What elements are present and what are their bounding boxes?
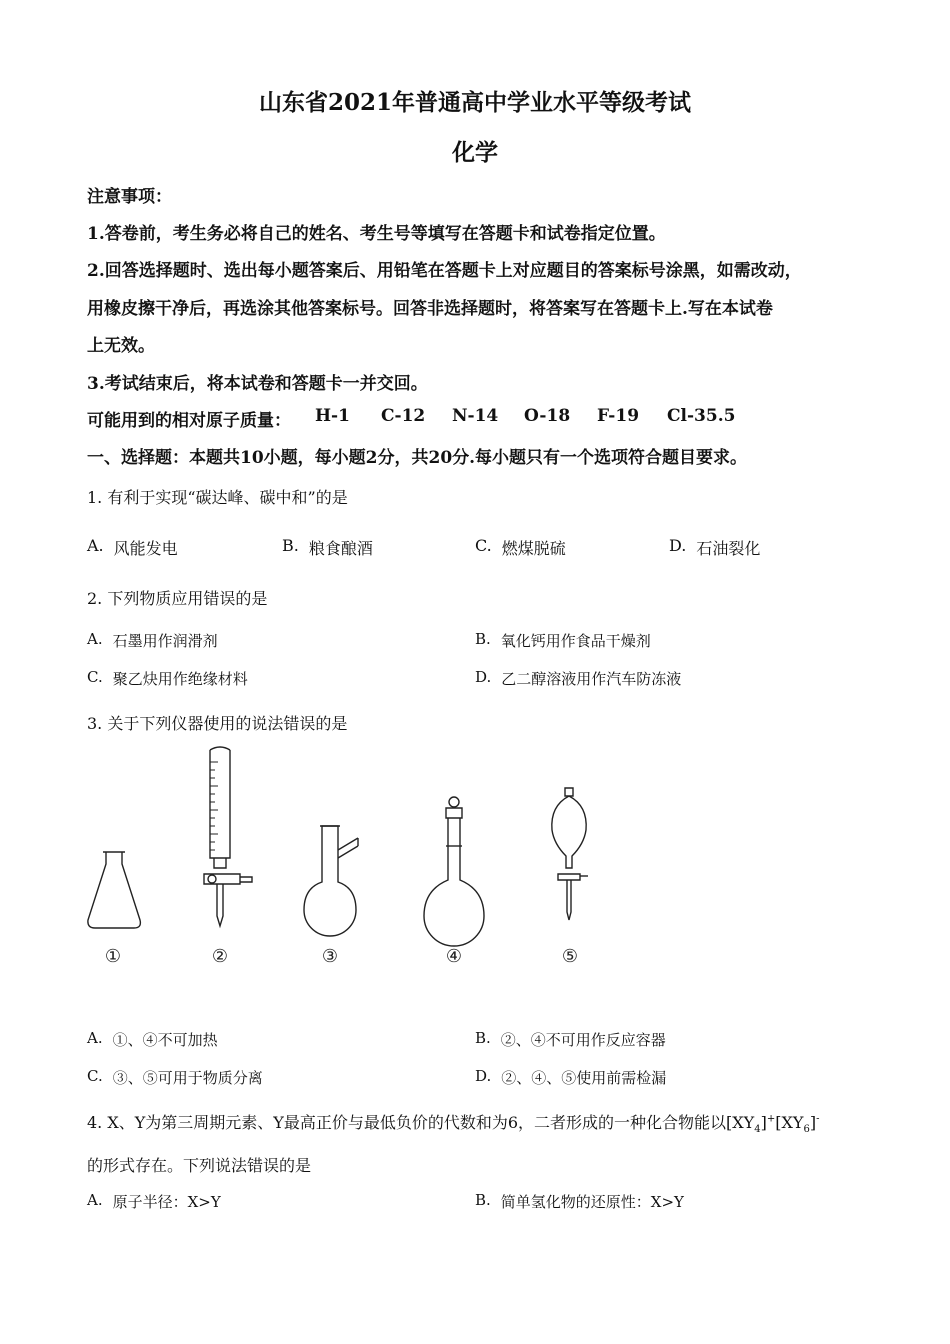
note-item-1: 1.答卷前，考生务必将自己的姓名、考生号等填写在答题卡和试卷指定位置。 — [87, 224, 666, 244]
atomic-masses-label: 可能用到的相对原子质量： — [87, 411, 291, 431]
separatory-funnel-icon — [552, 788, 588, 920]
q3-option-a — [87, 1029, 218, 1050]
q1-option-d — [669, 536, 760, 559]
mass-cl: Cl-35.5 — [667, 406, 736, 426]
q4-subscript-2: 6 — [803, 1124, 810, 1136]
mass-c: C-12 — [381, 406, 426, 426]
apparatus-label-3: ③ — [321, 946, 339, 967]
q4-option-a — [87, 1191, 221, 1212]
q3-option-a-letter: A. — [87, 1029, 103, 1047]
q2-option-d-text: 乙二醇溶液用作汽车防冻液 — [501, 670, 682, 688]
q3-option-c — [87, 1067, 263, 1088]
mass-f: F-19 — [597, 406, 640, 426]
q4-subscript-1: 4 — [754, 1124, 761, 1136]
question-2-stem: 2. 下列物质应用错误的是 — [87, 589, 268, 608]
q3-option-d-text: ②、④、⑤使用前需检漏 — [501, 1069, 667, 1087]
question-1-stem: 1. 有利于实现“碳达峰、碳中和”的是 — [87, 488, 348, 507]
q2-option-b — [475, 630, 651, 651]
mass-n: N-14 — [452, 406, 499, 426]
mass-h: H-1 — [315, 406, 350, 426]
volumetric-flask-icon — [424, 797, 484, 946]
q4-option-b-text: 简单氢化物的还原性：X>Y — [500, 1193, 684, 1211]
mass-o: O-18 — [524, 406, 571, 426]
q4-stem-text-2: ] — [760, 1113, 767, 1132]
q2-option-c-text: 聚乙炔用作绝缘材料 — [112, 670, 248, 688]
q4-option-a-letter: A. — [87, 1191, 103, 1209]
subject-title: 化学 — [452, 139, 498, 166]
q2-option-a-letter: A. — [87, 630, 103, 648]
note-item-2-line-1: 2.回答选择题时、选出每小题答案后、用铅笔在答题卡上对应题目的答案标号涂黑，如需改动， — [87, 261, 802, 281]
distilling-flask-icon — [304, 826, 358, 936]
section-1-heading: 一、选择题：本题共10小题，每小题2分，共20分.每小题只有一个选项符合题目要求。 — [87, 448, 748, 468]
q4-stem-text-3: [XY — [775, 1113, 804, 1132]
q3-option-d-letter: D. — [475, 1067, 492, 1085]
q3-option-b — [475, 1029, 666, 1050]
q4-stem-text-1: 4. X、Y为第三周期元素、Y最高正价与最低负价的代数和为6，二者形成的一种化合物能以[XY — [87, 1113, 755, 1132]
note-item-3: 3.考试结束后，将本试卷和答题卡一并交回。 — [87, 374, 428, 394]
q1-option-b-letter: B. — [282, 536, 299, 555]
q1-option-c — [475, 536, 566, 559]
q2-option-a — [87, 630, 218, 651]
q1-option-a-letter: A. — [87, 536, 104, 555]
apparatus-label-5: ⑤ — [561, 946, 579, 967]
apparatus-figure — [80, 740, 640, 970]
q1-option-d-text: 石油裂化 — [696, 539, 761, 558]
question-4-stem-line-2: 的形式存在。下列说法错误的是 — [87, 1156, 312, 1175]
burette-icon — [204, 747, 252, 926]
q1-option-b-text: 粮食酿酒 — [308, 539, 373, 558]
q2-option-c-letter: C. — [87, 668, 103, 686]
q3-option-b-text: ②、④不可用作反应容器 — [500, 1031, 666, 1049]
question-3-stem: 3. 关于下列仪器使用的说法错误的是 — [87, 714, 348, 733]
apparatus-label-4: ④ — [445, 946, 463, 967]
q4-stem-text-4: ] — [809, 1113, 817, 1132]
q2-option-b-letter: B. — [475, 630, 491, 648]
q1-option-d-letter: D. — [669, 536, 687, 555]
note-item-2-line-3: 上无效。 — [87, 336, 155, 356]
q2-option-d-letter: D. — [475, 668, 492, 686]
question-4-stem-line-1 — [87, 1110, 819, 1135]
q4-superscript-2: - — [816, 1113, 820, 1125]
q3-option-a-text: ①、④不可加热 — [112, 1031, 218, 1049]
q4-superscript-1: + — [766, 1113, 776, 1125]
q4-option-b — [475, 1191, 684, 1212]
q1-option-c-text: 燃煤脱硫 — [501, 539, 566, 558]
q3-option-c-text: ③、⑤可用于物质分离 — [112, 1069, 263, 1087]
q4-option-b-letter: B. — [475, 1191, 491, 1209]
q2-option-a-text: 石墨用作润滑剂 — [112, 632, 218, 650]
q2-option-d — [475, 668, 681, 689]
exam-title: 山东省2021年普通高中学业水平等级考试 — [258, 89, 691, 116]
erlenmeyer-flask-icon — [88, 852, 141, 928]
q2-option-c — [87, 668, 248, 689]
apparatus-label-2: ② — [211, 946, 229, 967]
q1-option-c-letter: C. — [475, 536, 492, 555]
apparatus-label-1: ① — [104, 946, 122, 967]
q3-option-c-letter: C. — [87, 1067, 103, 1085]
note-item-2-line-2: 用橡皮擦干净后，再选涂其他答案标号。回答非选择题时，将答案写在答题卡上.写在本试卷 — [87, 299, 773, 319]
q1-option-a — [87, 536, 178, 559]
q1-option-b — [282, 536, 373, 559]
q1-option-a-text: 风能发电 — [113, 539, 178, 558]
q3-option-b-letter: B. — [475, 1029, 491, 1047]
q2-option-b-text: 氧化钙用作食品干燥剂 — [500, 632, 651, 650]
notes-heading: 注意事项： — [87, 187, 172, 207]
q3-option-d — [475, 1067, 666, 1088]
q4-option-a-text: 原子半径：X>Y — [112, 1193, 221, 1211]
atomic-masses — [87, 406, 736, 431]
